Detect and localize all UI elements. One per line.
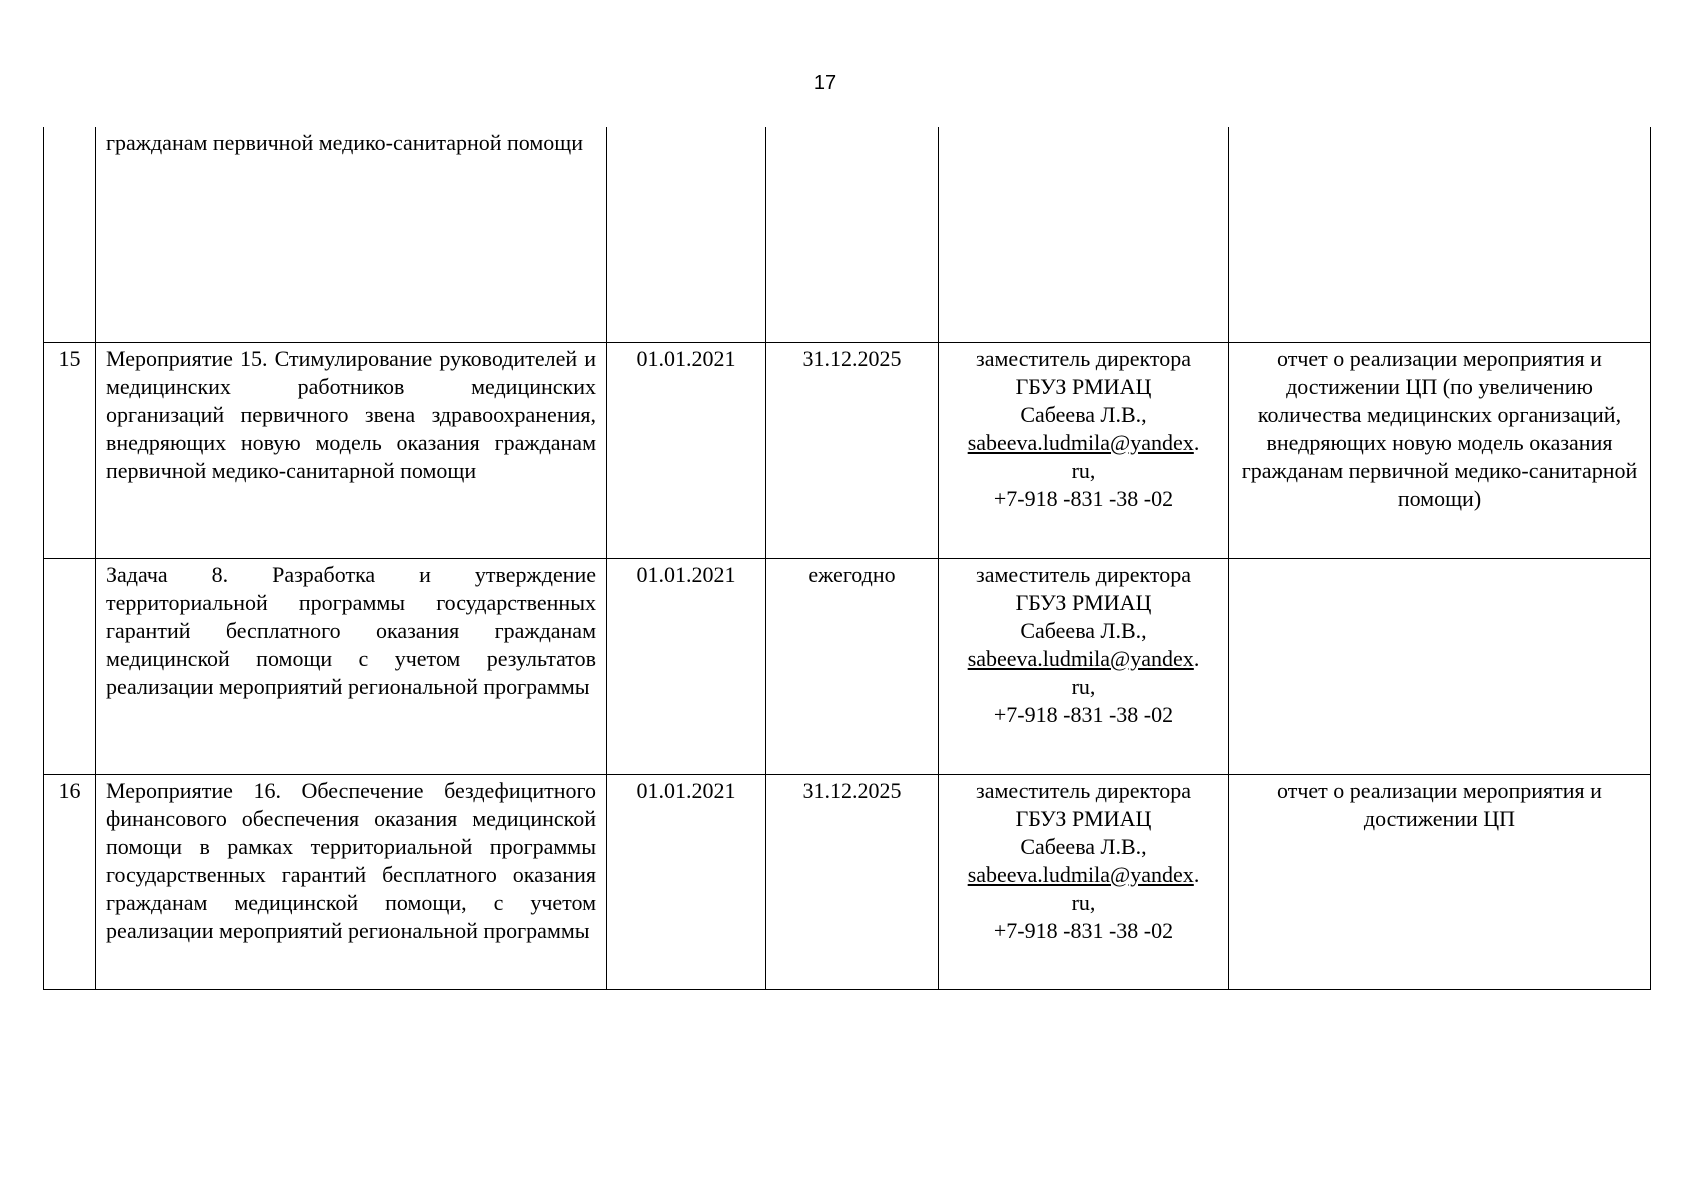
responsible-email-tail: ru, bbox=[1071, 457, 1096, 483]
responsible-phone: +7-918 -831 -38 -02 bbox=[993, 701, 1174, 727]
responsible-email[interactable]: sabeeva.ludmila@yandex. bbox=[967, 861, 1200, 887]
row-number bbox=[44, 127, 96, 342]
start-date: 01.01.2021 bbox=[607, 558, 766, 774]
task-description: Задача 8. Разработка и утверждение территориальной программы государственных гарантий бесплатного оказания гражданам медицинской помощи с учетом результатов реализации мероприятий региональной программы bbox=[96, 558, 607, 774]
email-link[interactable]: sabeeva.ludmila@yandex bbox=[967, 429, 1194, 455]
responsible-person: Сабеева Л.В., bbox=[1020, 617, 1147, 643]
responsible-email[interactable]: sabeeva.ludmila@yandex. bbox=[967, 645, 1200, 671]
responsible-cell bbox=[939, 774, 1229, 989]
start-date: 01.01.2021 bbox=[607, 774, 766, 989]
row-number: 15 bbox=[44, 342, 96, 558]
activity-description: гражданам первичной медико-санитарной помощи bbox=[96, 127, 607, 342]
responsible-person: Сабеева Л.В., bbox=[1020, 401, 1147, 427]
email-link[interactable]: sabeeva.ludmila@yandex bbox=[967, 861, 1194, 887]
end-date: 31.12.2025 bbox=[766, 342, 939, 558]
responsible-email-tail: ru, bbox=[1071, 889, 1096, 915]
activity-description: Мероприятие 15. Стимулирование руководителей и медицинских работников медицинских организаций первичного звена здравоохранения, внедряющих новую модель оказания гражданам первичной медико-санитарной помощи bbox=[96, 342, 607, 558]
start-date bbox=[607, 127, 766, 342]
table-row bbox=[44, 127, 1651, 342]
end-date: 31.12.2025 bbox=[766, 774, 939, 989]
table-row bbox=[44, 558, 1651, 774]
email-link[interactable]: sabeeva.ludmila@yandex bbox=[967, 645, 1194, 671]
page-number: 17 bbox=[813, 72, 837, 94]
responsible-org: ГБУЗ РМИАЦ bbox=[1015, 373, 1152, 399]
responsible-cell bbox=[939, 558, 1229, 774]
responsible-phone: +7-918 -831 -38 -02 bbox=[993, 485, 1174, 511]
row-number bbox=[44, 558, 96, 774]
result-cell: отчет о реализации мероприятия и достижении ЦП bbox=[1229, 774, 1651, 989]
responsible-phone: +7-918 -831 -38 -02 bbox=[993, 917, 1174, 943]
activity-description: Мероприятие 16. Обеспечение бездефицитного финансового обеспечения оказания медицинской помощи в рамках территориальной программы государственных гарантий бесплатного оказания гражданам медицинской помощи, с учетом реализации мероприятий региональной программы bbox=[96, 774, 607, 989]
result-cell bbox=[1229, 558, 1651, 774]
responsible-org: ГБУЗ РМИАЦ bbox=[1015, 805, 1152, 831]
result-cell: отчет о реализации мероприятия и достижении ЦП (по увеличению количества медицинских организаций, внедряющих новую модель оказания гражданам первичной медико-санитарной помощи) bbox=[1229, 342, 1651, 558]
responsible-email[interactable]: sabeeva.ludmila@yandex. bbox=[967, 429, 1200, 455]
row-number: 16 bbox=[44, 774, 96, 989]
activities-table bbox=[43, 127, 1651, 990]
table-row bbox=[44, 774, 1651, 989]
end-date bbox=[766, 127, 939, 342]
responsible-email-tail: ru, bbox=[1071, 673, 1096, 699]
responsible-cell bbox=[939, 127, 1229, 342]
responsible-person: Сабеева Л.В., bbox=[1020, 833, 1147, 859]
table-row bbox=[44, 342, 1651, 558]
start-date: 01.01.2021 bbox=[607, 342, 766, 558]
responsible-role: заместитель директора bbox=[976, 777, 1191, 803]
responsible-role: заместитель директора bbox=[976, 345, 1191, 371]
responsible-org: ГБУЗ РМИАЦ bbox=[1015, 589, 1152, 615]
responsible-cell bbox=[939, 342, 1229, 558]
result-cell bbox=[1229, 127, 1651, 342]
responsible-role: заместитель директора bbox=[976, 561, 1191, 587]
end-date: ежегодно bbox=[766, 558, 939, 774]
